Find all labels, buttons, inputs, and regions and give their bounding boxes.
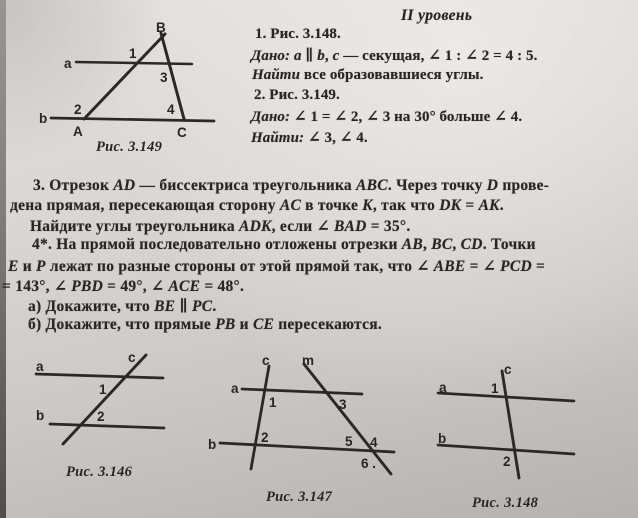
text-segment: дена прямая, пересекающая сторону [10,197,280,214]
problem4-line-3 [2,276,244,296]
fig148-angle-1: 1 [491,381,499,396]
fig146-angle-1: 1 [99,382,107,397]
text-segment: AC [279,197,302,214]
text-segment: — секущая, ∠ 1 : ∠ 2 = 4 : 5. [339,48,538,64]
text-segment: PB [215,316,236,333]
fig147-transversal-m [304,364,391,474]
fig149-label-a: a [64,56,72,71]
text-segment: пересекаются. [274,316,382,333]
level-header: II уровень [401,7,473,24]
fig146-label-a: a [36,359,44,374]
text-segment: . Точки [482,236,536,253]
fig149-angle-3: 3 [160,70,168,85]
problem2-ref-line [254,87,340,104]
problem2-find-line [251,128,368,147]
text-segment: ACE [168,278,201,295]
text-segment: AK [478,197,500,214]
text-segment: = 48°. [200,278,245,295]
text-segment: 1. Рис. 3.148. [255,26,341,42]
fig147-label-b: b [208,437,217,452]
text-segment: a [293,48,302,64]
fig148-caption: Рис. 3.148 [472,495,539,511]
text-segment: = 143°, ∠ [2,278,72,295]
problem4-line-1 [32,236,536,254]
photo-edge-shadow [0,0,6,518]
fig149-label-C: C [177,125,187,140]
figure-3-148 [425,355,585,516]
fig147-label-c: c [262,353,270,368]
figure-3-147 [195,348,405,508]
fig149-angle-4: 4 [167,102,175,117]
text-segment: AB [401,236,423,253]
fig146-line-b [50,424,164,428]
text-segment: ∠ 1 = ∠ 2, ∠ 3 на 30° больше ∠ 4. [290,109,523,125]
fig148-angle-2: 2 [503,454,511,469]
text-segment: K [362,197,373,214]
fig147-angle-4: 4 [370,435,378,450]
fig149-side-AB [84,34,165,119]
problem1-find-line [252,67,484,84]
figure-3-149 [30,12,225,158]
text-segment: = 49°, ∠ [103,278,169,295]
text-segment: PBD [71,278,104,295]
text-segment: ∠ 3, ∠ 4. [304,130,368,146]
text-segment: лежат по разные стороны от этой прямой так, что ∠ [45,258,434,275]
text-segment: D [486,177,499,194]
text-segment: AD [113,177,136,194]
problem4-item-b [28,316,382,334]
fig149-angle-1: 1 [129,46,137,61]
text-segment: все образовавшиеся углы. [300,67,484,83]
fig147-label-m: m [302,353,315,368]
problem2-given-line [251,107,522,126]
text-segment: = [461,197,479,214]
fig149-label-B: B [156,20,166,35]
text-segment: CE [252,316,275,333]
text-segment: , если ∠ [271,218,334,235]
text-segment: BAD [333,218,367,235]
text-segment: — биссектриса треугольника [135,177,357,194]
fig147-label-a: a [231,381,239,396]
fig149-label-b: b [39,111,48,126]
text-segment: , [324,48,333,64]
fig147-angle-1: 1 [269,395,277,410]
text-segment: б) Докажите, что прямые [28,316,216,333]
text-segment: DK [439,197,462,214]
text-segment: 3. Отрезок [33,177,114,194]
text-segment: E [8,258,19,275]
fig146-label-c: c [128,350,136,365]
figure-3-146 [25,345,175,482]
text-segment: , [452,236,461,253]
text-segment: , [422,236,432,253]
fig146-angle-2: 2 [97,409,105,424]
text-segment: Найти [252,67,301,83]
problem1-given-line [251,46,538,65]
text-segment: и [18,258,37,275]
text-segment: в точке [301,197,363,214]
text-segment: P [36,258,46,275]
problem4-line-2 [8,256,545,276]
fig146-line-a [36,374,163,378]
problem3-line-1 [33,177,549,195]
text-segment: прове- [498,177,550,194]
fig148-label-a: a [439,380,447,395]
fig149-caption: Рис. 3.149 [96,139,163,155]
text-segment: = 35°. [366,218,411,235]
fig147-angle-5: 5 [345,434,353,449]
text-segment: . [499,197,504,214]
text-segment: c [332,48,340,64]
text-segment: = ∠ [465,258,501,275]
fig148-label-b: b [438,431,447,446]
fig147-angle-6: 6 . [361,456,377,471]
text-segment: Найдите углы треугольника [30,218,239,235]
text-segment: CD [460,236,483,253]
text-segment: PC [192,298,213,315]
problem1-ref-line [255,26,341,43]
fig149-label-A: A [73,124,83,139]
text-segment: ∥ [175,298,192,315]
text-segment: 4*. На прямой последовательно отложены отрезки [32,236,402,253]
text-segment: PCD [500,258,532,275]
text-segment: , так что [372,197,440,214]
problem4-item-a [28,296,216,316]
text-segment: BE [154,298,176,315]
text-segment: = [531,258,546,275]
fig149-line-b [51,118,214,121]
problem3-line-2 [10,197,504,215]
fig149-angle-2: 2 [74,102,82,117]
text-segment: и [235,316,253,333]
text-segment: b [317,48,325,64]
text-segment: 2. Рис. 3.149. [254,87,340,103]
text-segment: а) Докажите, что [28,298,155,315]
fig146-label-b: b [36,408,45,423]
fig148-label-c: c [504,362,512,377]
text-segment: ABE [433,258,466,275]
text-segment: ADK [239,218,272,235]
fig148-line-b [438,445,574,454]
text-segment: ∥ [301,48,318,64]
fig146-caption: Рис. 3.146 [66,464,133,480]
problem3-line-3 [30,216,410,236]
text-segment: Найти: [251,130,305,146]
text-segment: . [212,298,217,315]
text-segment: Дано: [251,48,291,64]
fig147-caption: Рис. 3.147 [266,489,333,505]
fig147-transversal-c [251,366,269,469]
fig147-angle-2: 2 [261,430,269,445]
text-segment: Дано: [251,109,291,125]
fig147-angle-3: 3 [339,397,347,412]
fig147-line-a [242,389,362,394]
text-segment: ABC [356,177,388,194]
fig146-transversal-c [63,355,146,444]
fig149-line-a [76,62,192,64]
text-segment: BC [431,236,453,253]
text-segment: . Через точку [387,177,487,194]
